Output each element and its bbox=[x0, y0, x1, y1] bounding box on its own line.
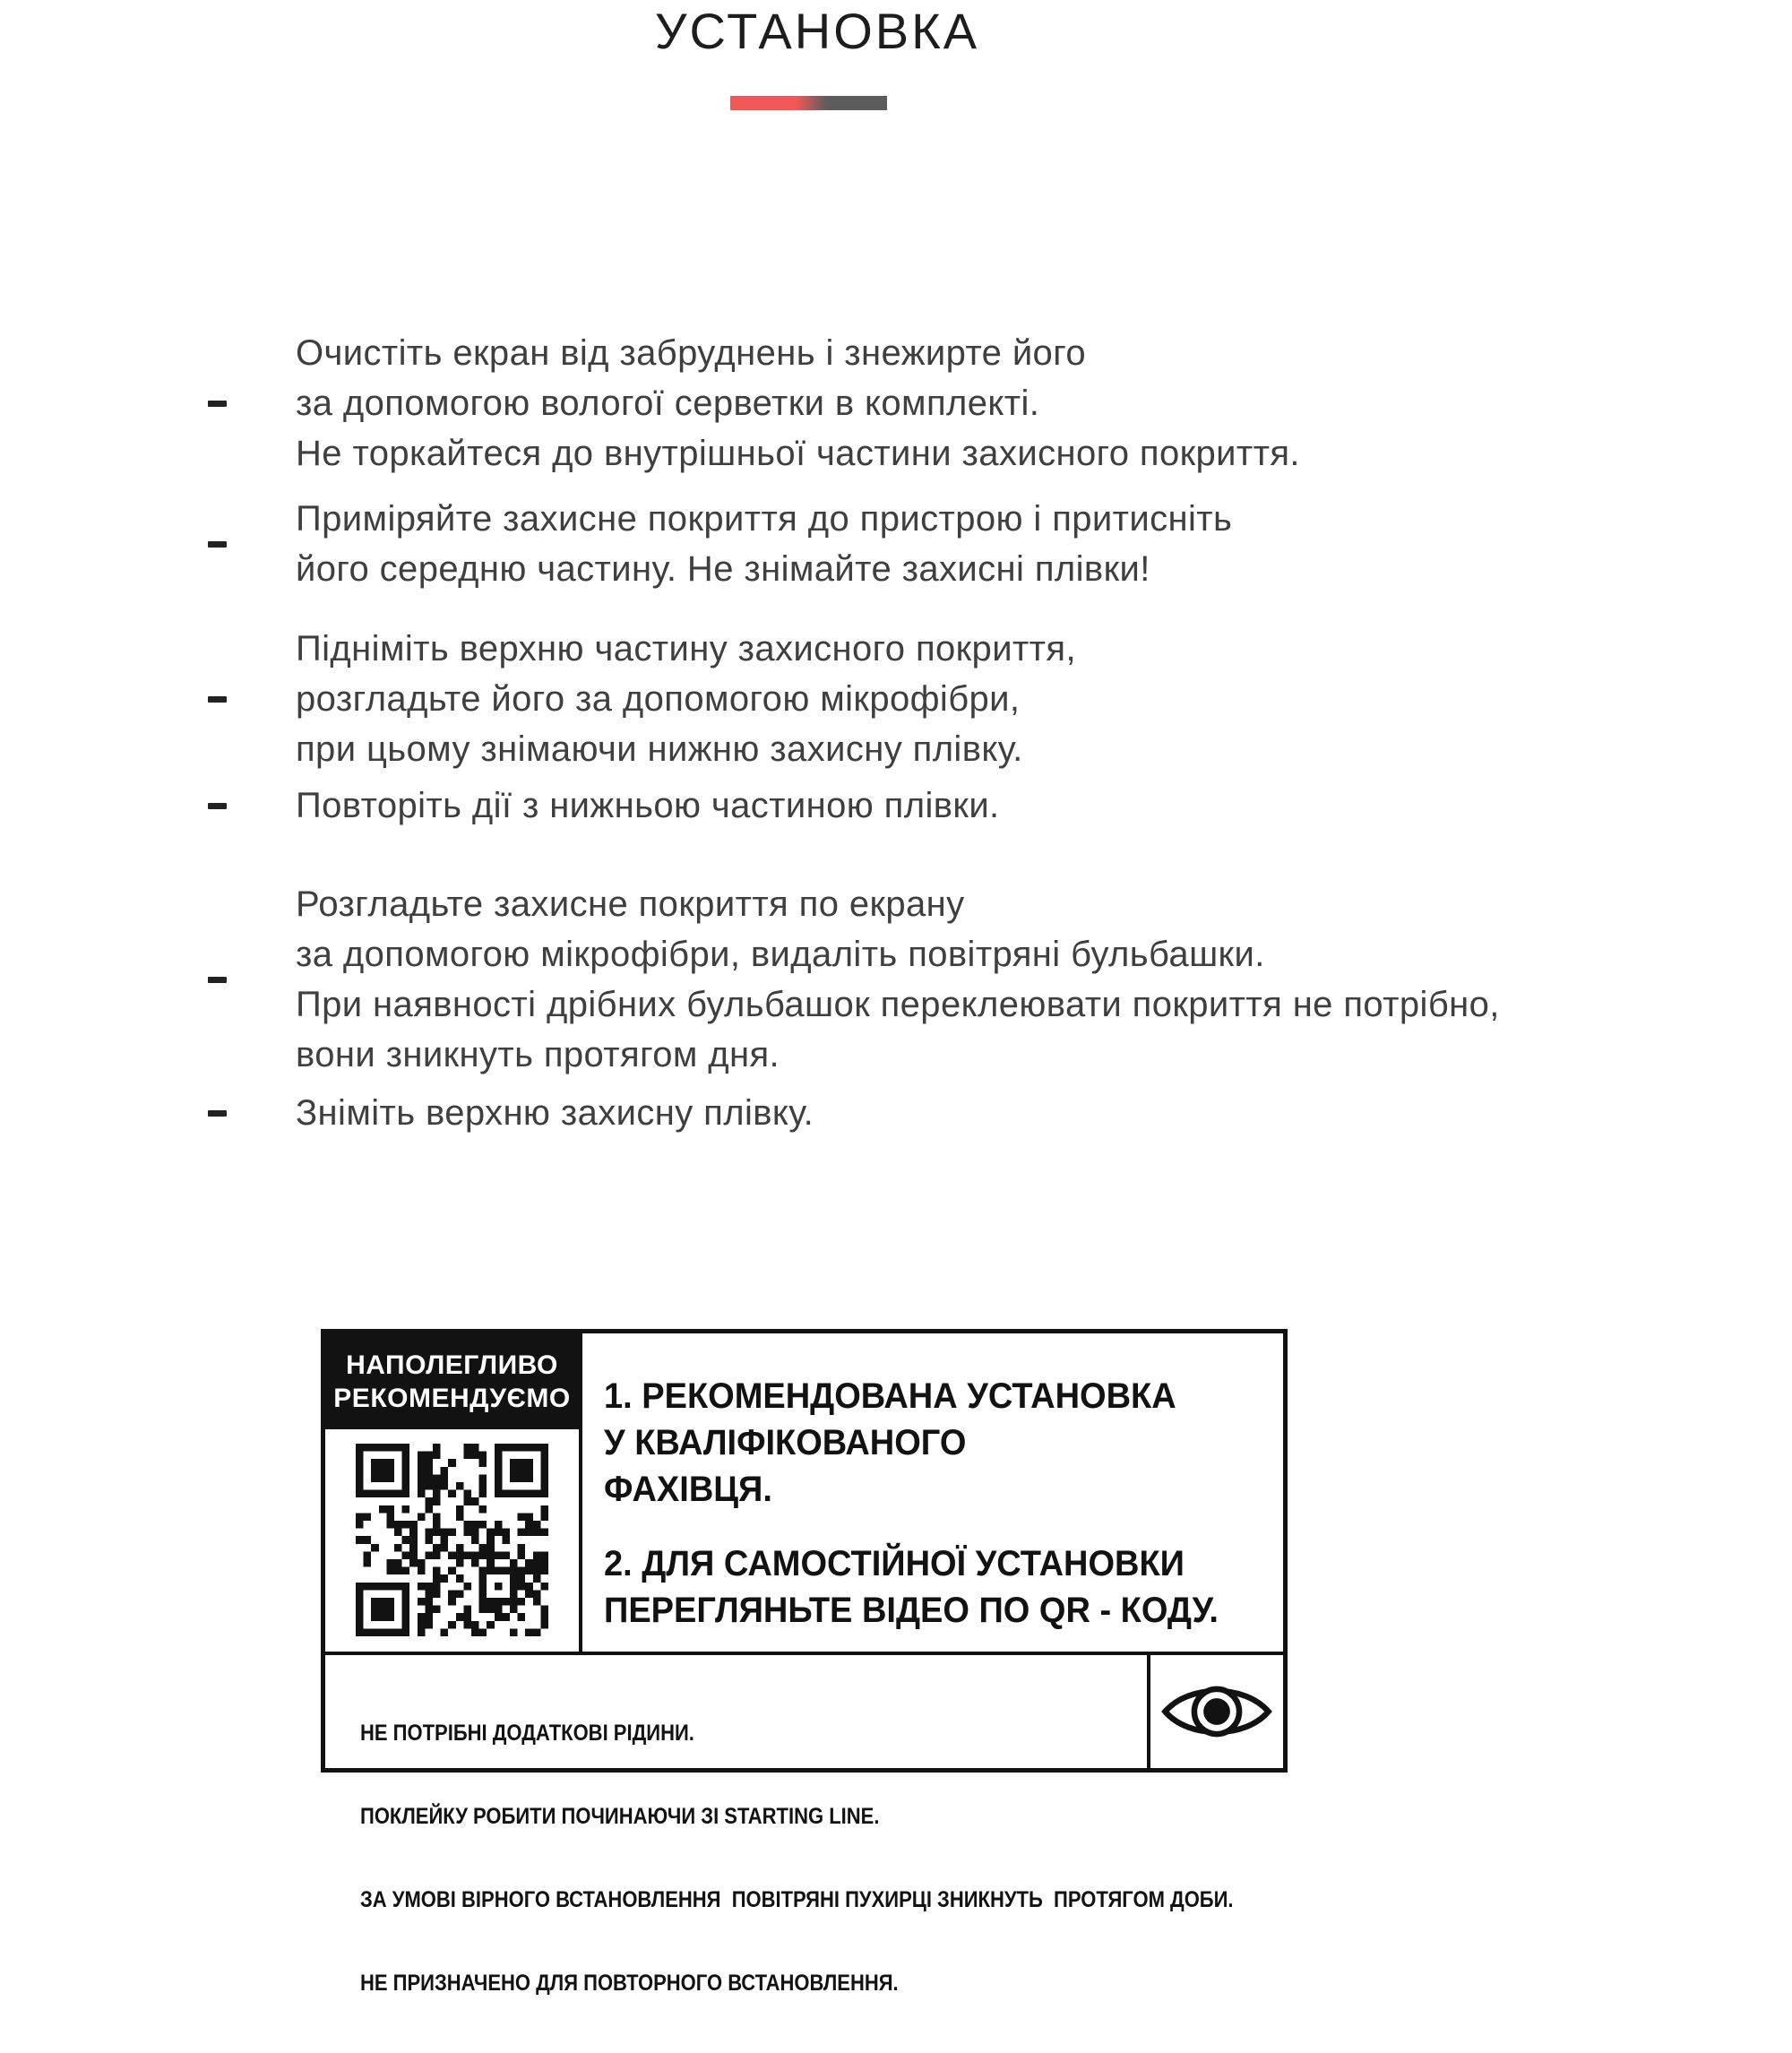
footnote-line: ПОКЛЕЙКУ РОБИТИ ПОЧИНАЮЧИ ЗІ STARTING LINE. bbox=[360, 1804, 880, 1829]
recommendation-line: У КВАЛІФІКОВАНОГО bbox=[604, 1423, 967, 1462]
step-line: при цьому знімаючи нижню захисну плівку. bbox=[296, 729, 1023, 769]
step-line: Повторіть дії з нижньою частиною плівки. bbox=[296, 786, 1000, 825]
page-title: УСТАНОВКА bbox=[654, 3, 980, 59]
footnotes bbox=[360, 1664, 1234, 2053]
recommendation-left-column bbox=[325, 1333, 582, 1652]
recommendation-item bbox=[604, 1373, 1176, 1513]
step-line: Підніміть верхню частину захисного покриття, bbox=[296, 629, 1076, 669]
step-item bbox=[208, 1088, 814, 1138]
step-text bbox=[296, 1088, 814, 1138]
step-text bbox=[296, 624, 1076, 774]
qr-code-icon bbox=[356, 1444, 548, 1636]
step-text bbox=[296, 879, 1500, 1080]
step-item bbox=[208, 328, 1300, 479]
step-item bbox=[208, 781, 1000, 831]
recommendation-right-column bbox=[586, 1333, 1283, 1652]
footnote-line: НЕ ПРИЗНАЧЕНО ДЛЯ ПОВТОРНОГО ВСТАНОВЛЕННЯ. bbox=[360, 1971, 899, 1996]
recommendation-header bbox=[325, 1333, 579, 1429]
title-accent-bar bbox=[730, 96, 887, 110]
step-line: Приміряйте захисне покриття до пристрою і притисніть bbox=[296, 499, 1233, 539]
bullet-dash-icon bbox=[208, 401, 227, 407]
bullet-dash-icon bbox=[208, 803, 227, 809]
bullet-dash-icon bbox=[208, 1110, 227, 1117]
step-item bbox=[208, 879, 1500, 1080]
recommendation-header-line: РЕКОМЕНДУЄМО bbox=[333, 1383, 571, 1413]
recommendation-line: 2. ДЛЯ САМОСТІЙНОЇ УСТАНОВКИ bbox=[604, 1544, 1185, 1583]
step-line: за допомогою мікрофібри, видаліть повітряні бульбашки. bbox=[296, 935, 1265, 974]
step-text bbox=[296, 494, 1232, 594]
step-line: Зніміть верхню захисну плівку. bbox=[296, 1093, 814, 1133]
supervision-cell bbox=[1147, 1655, 1283, 1768]
step-item bbox=[208, 494, 1232, 594]
bullet-dash-icon bbox=[208, 696, 227, 703]
step-line: його середню частину. Не знімайте захисні плівки! bbox=[296, 549, 1150, 589]
recommendation-line: 1. РЕКОМЕНДОВАНА УСТАНОВКА bbox=[604, 1376, 1176, 1416]
step-item bbox=[208, 624, 1076, 774]
recommendation-footer bbox=[325, 1652, 1283, 1996]
step-text bbox=[296, 781, 1000, 831]
step-line: за допомогою вологої серветки в комплекті. bbox=[296, 384, 1040, 423]
bullet-dash-icon bbox=[208, 541, 227, 548]
recommendation-box bbox=[321, 1329, 1288, 1996]
step-line: Очистіть екран від забруднень і знежирте його bbox=[296, 333, 1086, 373]
step-line: Розгладьте захисне покриття по екрану bbox=[296, 884, 965, 924]
recommendation-header-line: НАПОЛЕГЛИВО bbox=[346, 1350, 558, 1380]
recommendation-line: ФАХІВЦЯ. bbox=[604, 1470, 772, 1509]
step-line: вони зникнуть протягом дня. bbox=[296, 1035, 780, 1074]
eye-icon bbox=[1159, 1677, 1275, 1747]
footnote-line: НЕ ПОТРІБНІ ДОДАТКОВІ РІДИНИ. bbox=[360, 1721, 694, 1746]
step-line: При наявності дрібних бульбашок переклеювати покриття не потрібно, bbox=[296, 985, 1500, 1024]
recommendation-item bbox=[604, 1540, 1219, 1634]
step-text bbox=[296, 328, 1300, 479]
step-line: Не торкайтеся до внутрішньої частини захисного покриття. bbox=[296, 434, 1300, 473]
step-line: розгладьте його за допомогою мікрофібри, bbox=[296, 679, 1021, 719]
bullet-dash-icon bbox=[208, 977, 227, 983]
recommendation-line: ПЕРЕГЛЯНЬТЕ ВІДЕО ПО QR - КОДУ. bbox=[604, 1591, 1219, 1630]
footnote-line: ЗА УМОВІ ВІРНОГО ВСТАНОВЛЕННЯ ПОВІТРЯНІ ПУХИРЦІ ЗНИКНУТЬ ПРОТЯГОМ ДОБИ. bbox=[360, 1887, 1234, 1912]
